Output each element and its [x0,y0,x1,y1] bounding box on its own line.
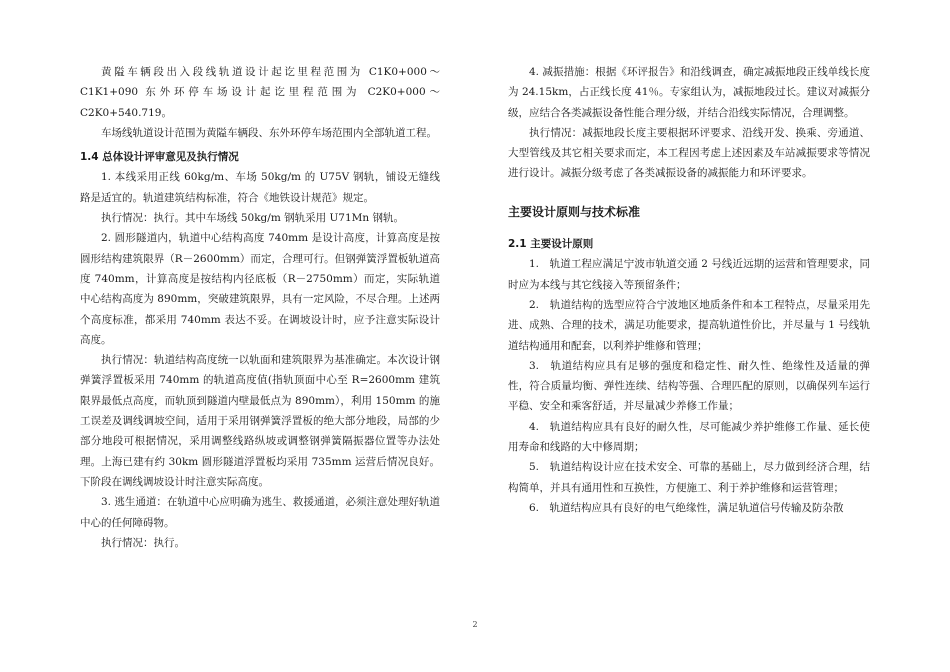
paragraph: 2. 圆形隧道内，轨道中心结构高度 740mm 是设计高度，计算高度是按圆形结构建筑限界（R－2600mm）而定，合理可行。但钢弹簧浮置板轨道高度 740mm，计算高度是按结构内径底板（R－2750mm）而定，实际轨道中心结构高度为 890mm，突破建筑限界，具有一定风险，不尽合理。上述两个高度标准，都采用 740mm 表达不妥。在调坡设计时，应予注意实际设计高度。 [80,232,440,346]
paragraph: 车场线轨道设计范围为黄隘车辆段、东外环停车场范围内全部轨道工程。 [101,126,437,139]
page-number: 2 [472,620,478,629]
paragraph: 执行情况：轨道结构高度统一以轨面和建筑限界为基准确定。本次设计钢弹簧浮置板采用 740mm 的轨道高度值(指轨顶面中心至 R=2600mm 建筑限界最低点高度，而轨顶到隧道内壁最低点为 890mm），利用 150mm 的施工误差及调线调坡空间，适用于采用钢弹簧浮置板的绝大部分地段，局部的少部分地段可根据情况，采用调整线路纵坡或调整钢弹簧隔振器位置等办法处理。上海已建有约 30km 圆形隧道浮置板均采用 735mm 运营后情况良好。下阶段在调线调坡设计时注意实际高度。 [80,354,440,488]
paragraph: 黄隘车辆段出入段线轨道设计起讫里程范围为 C1K0+000～C1K1+090 东外环停车场设计起讫里程范围为 C2K0+000～C2K0+540.719。 [80,66,440,119]
paragraph: 3. 逃生通道：在轨道中心应明确为逃生、救援通道，必须注意处理好轨道中心的任何障碍物。 [80,496,440,529]
section-heading: 2.1 主要设计原则 [508,238,594,251]
section-heading: 1.4 总体设计评审意见及执行情况 [80,151,239,164]
paragraph: 执行情况：减振地段长度主要根据环评要求、沿线开发、换乘、旁通道、大型管线及其它相关要求而定，本工程因考虑上述因素及车站减振要求等情况进行设计。减振分级考虑了各类减振设备的减振能力和环评要求。 [508,126,870,180]
paragraph: 执行情况：执行。其中车场线 50kg/m 钢轨采用 U71Mn 钢轨。 [101,212,405,225]
paragraph: 1. 本线采用正线 60kg/m、车场 50kg/m 的 U75V 钢轨，铺设无缝线路是适宜的。轨道建筑结构标准，符合《地铁设计规范》规定。 [80,171,440,204]
right-column [508,62,870,518]
list-item: 1. 轨道工程应满足宁波市轨道交通 2 号线近远期的运营和管理要求，同时应为本线与其它线接入等预留条件； [508,258,870,291]
paragraph: 4. 减振措施：根据《环评报告》和沿线调查，确定减振地段正线单线长度为 24.15km，占正线长度 41％。专家组认为，减振地段过长。建议对减振分级，应结合各类减振设备性能合理分级，并结合沿线实际情况，合理调整。 [508,66,870,119]
list-item: 4. 轨道结构应具有良好的耐久性，尽可能减少养护维修工作量、延长使用寿命和线路的大中修周期； [508,420,870,454]
chapter-heading: 主要设计原则与技术标准 [508,204,641,219]
list-item: 3. 轨道结构应具有足够的强度和稳定性、耐久性、绝缘性及适量的弹性，符合质量均衡、弹性连续、结构等强、合理匹配的原则，以确保列车运行平稳、安全和乘客舒适，并尽量减少养修工作量； [508,359,870,413]
list-item: 2. 轨道结构的选型应符合宁波地区地质条件和本工程特点，尽量采用先进、成熟、合理的技术，满足功能要求，提高轨道性价比，并尽量与 1 号线轨道结构通用和配套，以利养护维修和管理； [508,298,870,352]
paragraph: 执行情况：执行。 [101,536,185,549]
list-item: 5. 轨道结构设计应在技术安全、可靠的基础上，尽力做到经济合理，结构简单，并具有通用性和互换性，方便施工、利于养护维修和运营管理； [508,461,870,494]
left-column [80,62,440,553]
list-item: 6. 轨道结构应具有良好的电气绝缘性，满足轨道信号传输及防杂散 [529,501,844,514]
